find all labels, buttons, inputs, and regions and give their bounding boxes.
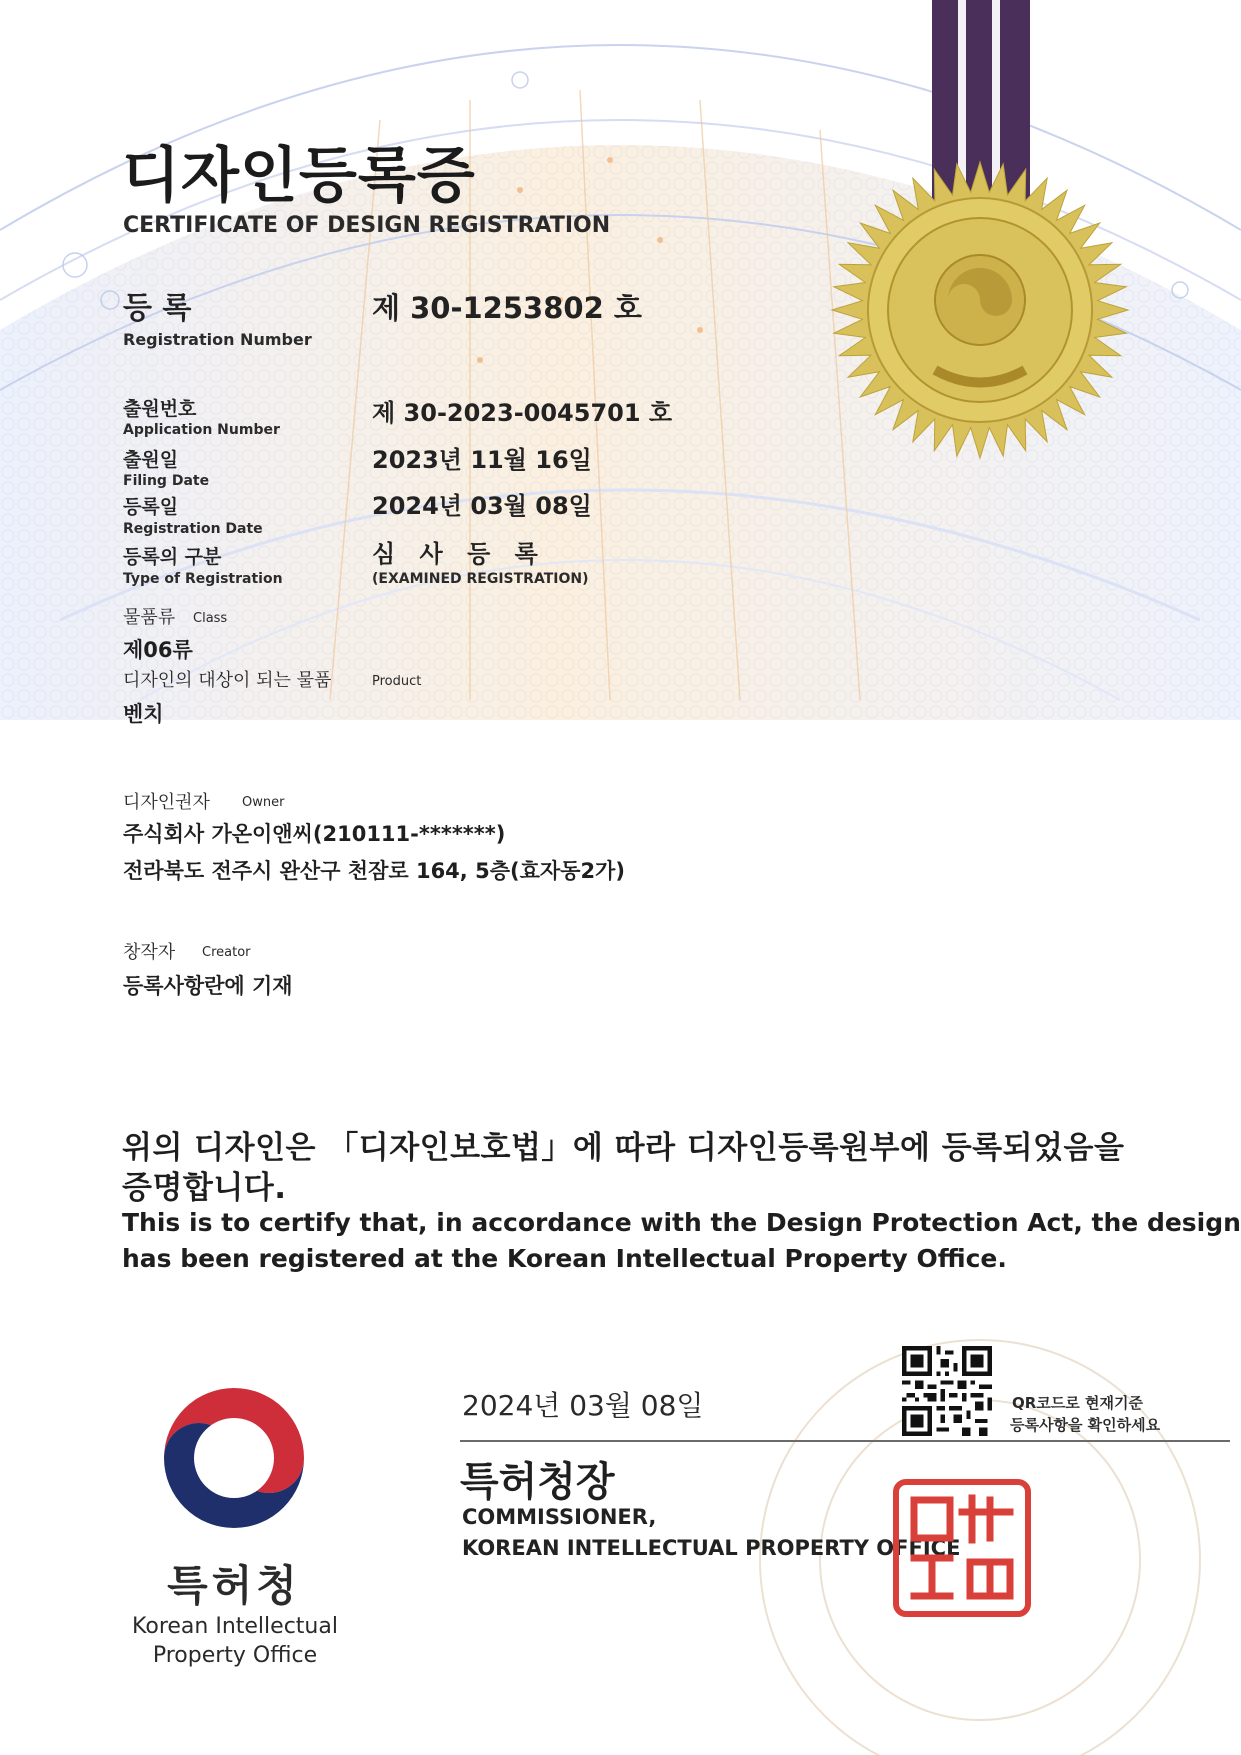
certify-en-line2: has been registered at the Korean Intellectual Property Office. (122, 1244, 1007, 1273)
qr-note-line1: QR코드로 현재기준 (1012, 1394, 1143, 1412)
signature-divider (460, 1440, 1230, 1442)
certificate-title-en: CERTIFICATE OF DESIGN REGISTRATION (123, 213, 611, 238)
registration-date-value: 2024년 03월 08일 (372, 492, 592, 520)
registration-type-label-ko: 등록의 구분 (123, 546, 222, 568)
taegeuk-logo-icon (160, 1384, 308, 1532)
class-label-en: Class (193, 611, 228, 626)
filing-date-value: 2023년 11월 16일 (372, 446, 592, 474)
gold-seal-icon (830, 160, 1130, 460)
class-value: 제06류 (123, 638, 193, 662)
commissioner-title-en-line2: KOREAN INTELLECTUAL PROPERTY OFFICE (462, 1536, 961, 1560)
certify-ko-line2: 증명합니다. (122, 1170, 287, 1206)
registration-label-en: Registration Number (123, 330, 312, 349)
registration-type-label-en: Type of Registration (123, 571, 283, 587)
class-label-ko: 물품류 (123, 607, 176, 628)
registration-date-label-en: Registration Date (123, 521, 263, 537)
creator-label-en: Creator (202, 945, 251, 960)
product-label-ko: 디자인의 대상이 되는 물품 (123, 670, 332, 691)
certificate-title-ko: 디자인등록증 (122, 141, 476, 211)
office-name-ko: 특허청 (167, 1561, 301, 1610)
owner-label-en: Owner (242, 795, 285, 810)
application-number-label-ko: 출원번호 (123, 398, 197, 420)
qr-code-icon[interactable] (902, 1346, 992, 1436)
registration-number: 제 30-1253802 호 (372, 291, 642, 325)
product-label-en: Product (372, 674, 422, 689)
product-value: 벤치 (123, 702, 164, 726)
filing-date-label-ko: 출원일 (123, 449, 179, 471)
owner-name: 주식회사 가온이앤씨(210111-*******) (123, 822, 506, 846)
owner-label-ko: 디자인권자 (123, 792, 210, 813)
creator-label-ko: 창작자 (123, 942, 176, 963)
commissioner-title-en-line1: COMMISSIONER, (462, 1505, 657, 1529)
creator-value: 등록사항란에 기재 (123, 974, 293, 998)
registration-label-ko: 등 록 (123, 291, 192, 326)
registration-type-sub: (EXAMINED REGISTRATION) (372, 571, 589, 587)
red-stamp-icon (892, 1478, 1032, 1618)
qr-note-line2: 등록사항을 확인하세요 (1010, 1416, 1161, 1434)
issue-date: 2024년 03월 08일 (462, 1389, 704, 1422)
filing-date-label-en: Filing Date (123, 473, 210, 489)
office-name-en-line1: Korean Intellectual (132, 1614, 338, 1639)
owner-address: 전라북도 전주시 완산구 천잠로 164, 5층(효자동2가) (123, 859, 625, 883)
registration-type-value: 심 사 등 록 (372, 540, 546, 568)
application-number-label-en: Application Number (123, 422, 280, 438)
commissioner-title-ko: 특허청장 (460, 1459, 615, 1505)
application-number-value: 제 30-2023-0045701 호 (372, 399, 673, 427)
certify-en-line1: This is to certify that, in accordance with the Design Protection Act, the design (122, 1208, 1241, 1237)
registration-date-label-ko: 등록일 (123, 496, 179, 518)
certify-ko-line1: 위의 디자인은 「디자인보호법」에 따라 디자인등록원부에 등록되었음을 (122, 1130, 1125, 1166)
office-name-en-line2: Property Office (152, 1643, 318, 1668)
